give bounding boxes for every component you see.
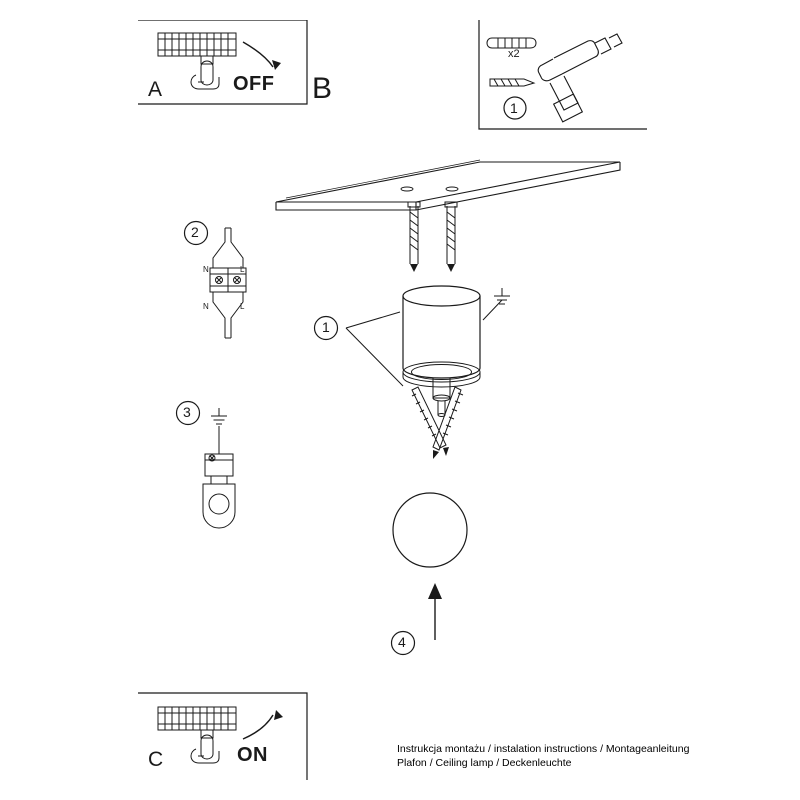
panel-c-letter: C — [148, 748, 164, 771]
terminal-label-l-top: L — [240, 265, 245, 274]
panel-c-on-label: ON — [237, 744, 268, 766]
callout-3-number: 3 — [183, 404, 191, 420]
panel-b-letter: B — [312, 72, 333, 105]
tools-step-number: 1 — [510, 100, 518, 116]
callout-4-number: 4 — [398, 634, 406, 650]
callout-2-number: 2 — [191, 224, 199, 240]
panel-a-letter: A — [148, 78, 163, 101]
terminal-label-n-bottom: N — [203, 302, 209, 311]
step-3-earth-drawing — [175, 400, 255, 545]
callout-1-number: 1 — [322, 319, 330, 335]
main-assembly-drawing — [240, 140, 660, 670]
quantity-label: x2 — [508, 48, 520, 60]
footer-line-1: Instrukcja montażu / instalation instructions / Montageanleitung — [397, 743, 690, 755]
panel-a-off-label: OFF — [233, 73, 275, 95]
fuse-box-off-panel — [138, 20, 308, 105]
tools-panel — [478, 20, 648, 130]
terminal-label-n-top: N — [203, 265, 209, 274]
terminal-label-l-bottom: L — [240, 302, 245, 311]
footer-line-2: Plafon / Ceiling lamp / Deckenleuchte — [397, 757, 572, 769]
